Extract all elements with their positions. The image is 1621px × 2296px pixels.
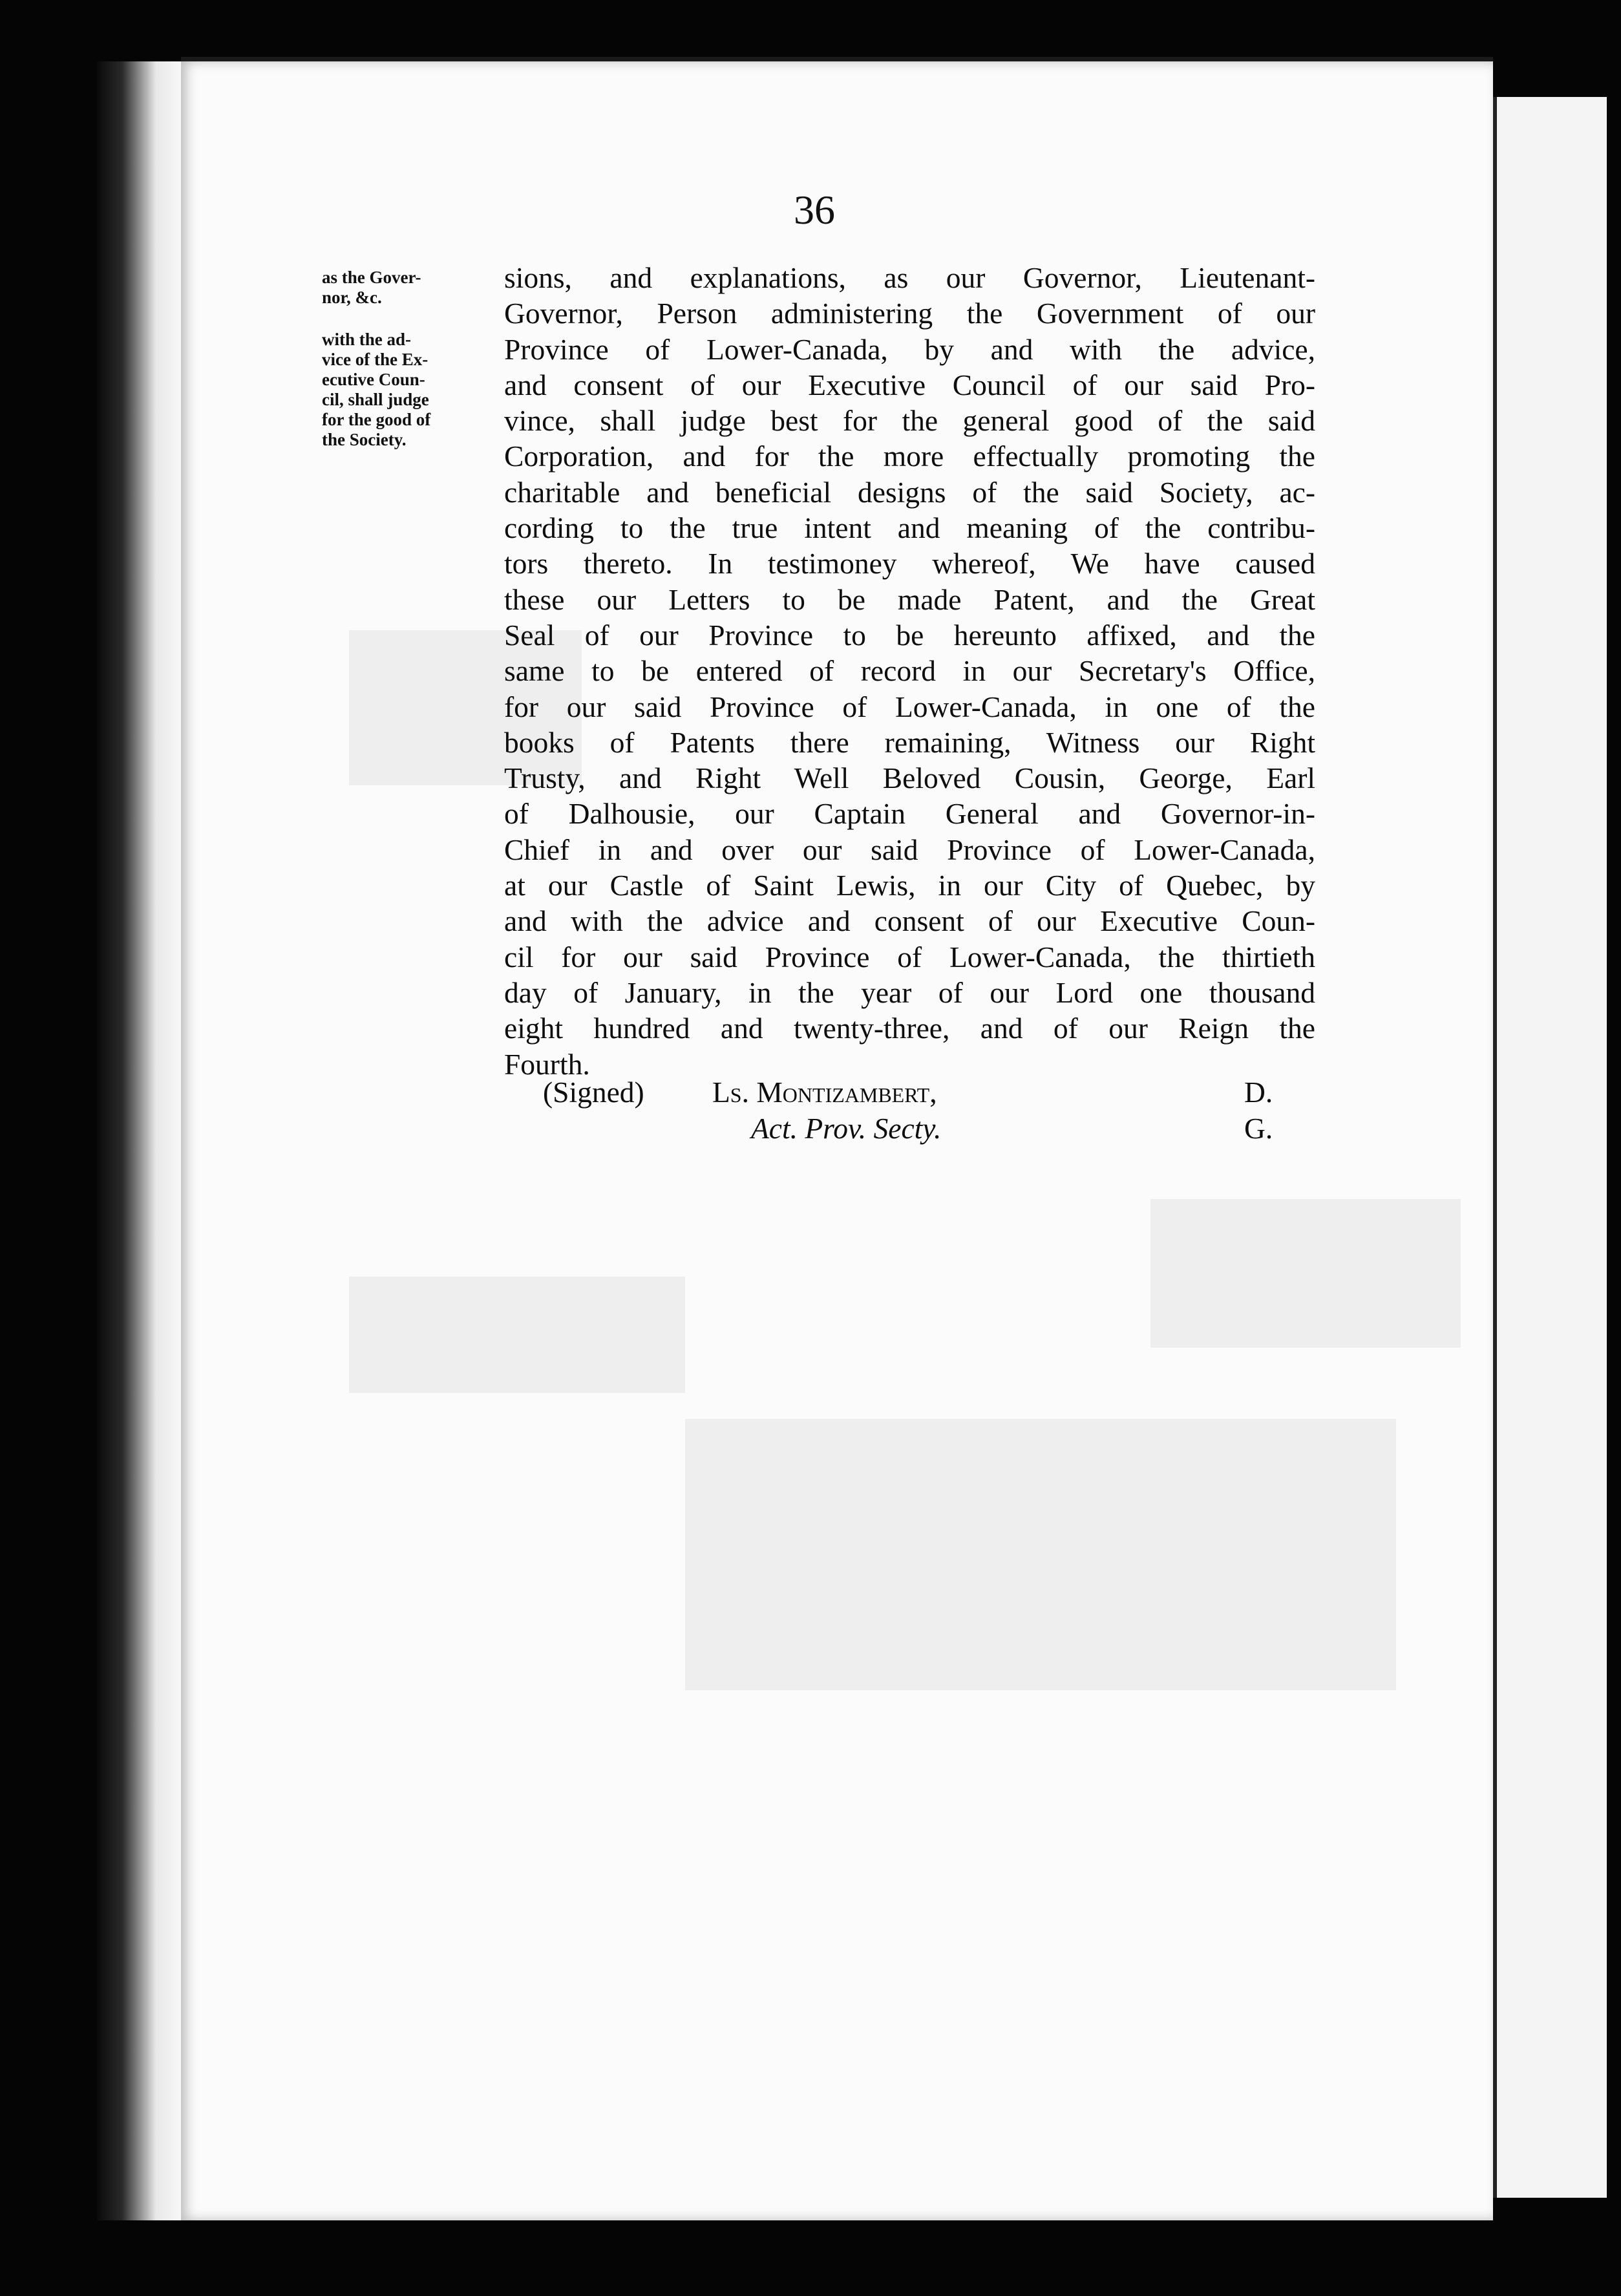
text-line: Chief in and over our said Province of Lower-Canada, <box>504 833 1315 866</box>
margin-notes <box>322 268 483 472</box>
signatory-name: Ls. Montizambert, <box>712 1076 937 1109</box>
signature-initial: G. <box>1244 1112 1273 1145</box>
text-line: Province of Lower-Canada, by and with the advice, <box>504 332 1315 366</box>
text-line: Corporation, and for the more effectually promoting the <box>504 440 1315 473</box>
body-paragraph <box>504 260 1315 1082</box>
text-line: day of January, in the year of our Lord one thousand <box>504 975 1315 1009</box>
text-line: eight hundred and twenty-three, and of our Reign the <box>504 1012 1315 1045</box>
margin-note: with the ad- vice of the Ex- ecutive Coun- cil, shall judge for the good of the Society. <box>322 330 431 449</box>
text-line: same to be entered of record in our Secretary's Office, <box>504 654 1315 688</box>
text-line: for our said Province of Lower-Canada, in one of the <box>504 690 1315 723</box>
signature-row <box>543 1074 1286 1111</box>
text-line: Trusty, and Right Well Beloved Cousin, George, Earl <box>504 761 1315 795</box>
text-line: vince, shall judge best for the general good of the said <box>504 404 1315 438</box>
text-line: cil for our said Province of Lower-Canada, the thirtieth <box>504 940 1315 973</box>
bleed-through-mark <box>1150 1199 1461 1348</box>
text-line: Fourth. <box>504 1047 590 1081</box>
signed-label: (Signed) <box>543 1076 644 1109</box>
bleed-through-mark <box>349 1277 685 1393</box>
text-line: sions, and explanations, as our Governor, Lieutenant- <box>504 261 1315 294</box>
page-number: 36 <box>794 187 835 233</box>
signature-initial: D. <box>1244 1076 1273 1109</box>
signature-row <box>543 1111 1286 1147</box>
signature-block <box>543 1074 1286 1147</box>
text-line: charitable and beneficial designs of the said Society, ac- <box>504 475 1315 509</box>
text-line: Governor, Person administering the Government of our <box>504 297 1315 330</box>
text-line: these our Letters to be made Patent, and the Great <box>504 582 1315 616</box>
text-line: of Dalhousie, our Captain General and Governor-in- <box>504 797 1315 831</box>
text-line: and with the advice and consent of our Executive Coun- <box>504 904 1315 938</box>
text-line: cording to the true intent and meaning of the contribu- <box>504 511 1315 545</box>
text-line: and consent of our Executive Council of our said Pro- <box>504 368 1315 401</box>
margin-note: as the Gover- nor, &c. <box>322 268 421 307</box>
text-line: tors thereto. In testimoney whereof, We have caused <box>504 547 1315 580</box>
text-line: books of Patents there remaining, Witness our Right <box>504 725 1315 759</box>
signatory-title: Act. Prov. Secty. <box>751 1112 942 1145</box>
book-binding <box>97 61 181 2220</box>
adjacent-page-edge <box>1493 97 1607 2198</box>
text-line: at our Castle of Saint Lewis, in our City of Quebec, by <box>504 869 1315 902</box>
text-line: Seal of our Province to be hereunto affixed, and the <box>504 618 1315 652</box>
bleed-through-mark <box>685 1419 1396 1690</box>
